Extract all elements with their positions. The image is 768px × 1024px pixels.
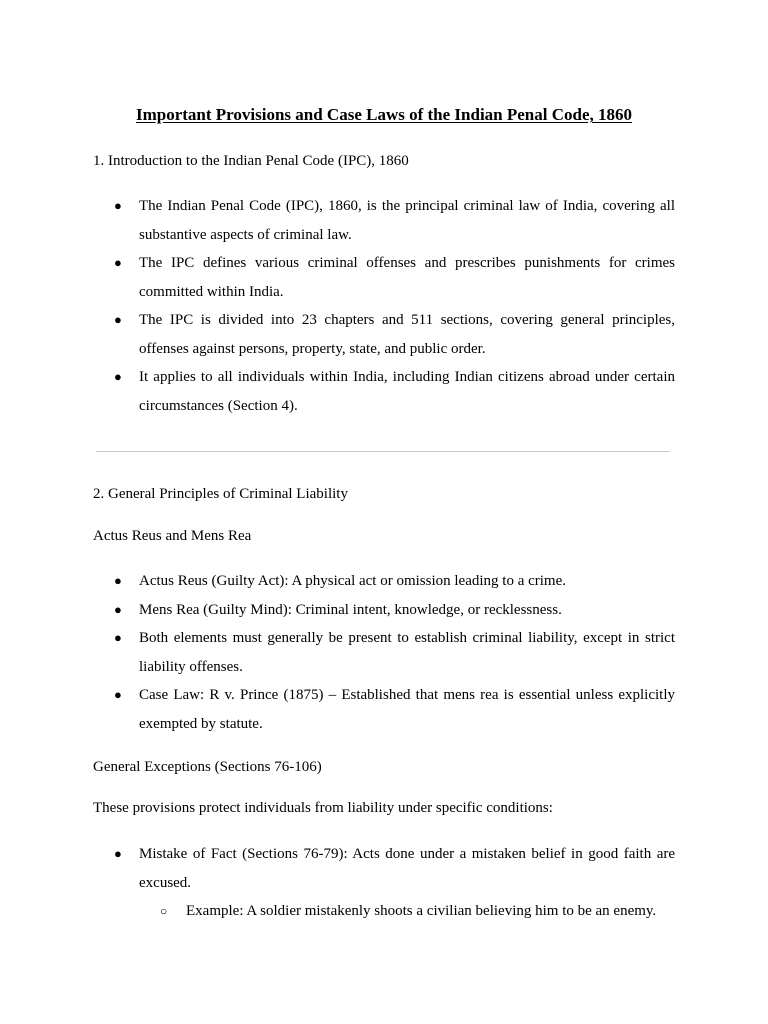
general-exceptions-bullet-list: [93, 840, 675, 897]
bullet-icon: ●: [114, 312, 122, 327]
bullet-icon: ●: [114, 687, 122, 702]
list-item-text: Mens Rea (Guilty Mind): Criminal intent, knowledge, or recklessness.: [139, 601, 562, 618]
horizontal-divider: [96, 451, 670, 452]
subheading-actus-reus: Actus Reus and Mens Rea: [93, 528, 252, 544]
list-item: [139, 897, 675, 926]
document-title: Important Provisions and Case Laws of the Indian Penal Code, 1860: [135, 105, 633, 124]
bullet-icon: ●: [114, 846, 122, 861]
list-item-text: Both elements must generally be present to establish criminal liability, except in strict liability offenses.: [139, 630, 675, 675]
list-item: [93, 192, 675, 249]
bullet-icon: ●: [114, 630, 122, 645]
section-2-heading: 2. General Principles of Criminal Liability: [93, 486, 348, 502]
list-item: [93, 363, 675, 420]
general-exceptions-intro: These provisions protect individuals from liability under specific conditions:: [93, 800, 553, 816]
bullet-icon: ●: [114, 601, 122, 617]
hollow-bullet-icon: ○: [160, 904, 168, 918]
list-item-text: The IPC defines various criminal offenses and prescribes punishments for crimes committed within India.: [139, 255, 675, 300]
list-item-text: Actus Reus (Guilty Act): A physical act or omission leading to a crime.: [139, 573, 567, 589]
list-item-text: Example: A soldier mistakenly shoots a civilian believing him to be an enemy.: [186, 903, 657, 919]
section-1-bullet-list: [93, 192, 675, 420]
mistake-of-fact-sub-list: [139, 897, 675, 926]
list-item: [93, 249, 675, 306]
list-item: [93, 306, 675, 363]
section-1-heading: 1. Introduction to the Indian Penal Code (IPC), 1860: [93, 153, 409, 169]
list-item: [93, 681, 675, 738]
list-item-text: Case Law: R v. Prince (1875) – Established that mens rea is essential unless explicitly exempted by statute.: [139, 687, 675, 732]
bullet-icon: ●: [114, 255, 122, 270]
list-item: [93, 624, 675, 681]
list-item: [93, 596, 675, 625]
bullet-icon: ●: [114, 369, 122, 384]
list-item-text: The IPC is divided into 23 chapters and 511 sections, covering general principles, offenses against persons, property, state, and public order.: [139, 312, 675, 357]
list-item: [93, 840, 675, 897]
list-item-text: It applies to all individuals within India, including Indian citizens abroad under certain circumstances (Section 4).: [139, 369, 675, 414]
list-item-text: Mistake of Fact (Sections 76-79): Acts done under a mistaken belief in good faith are excused.: [139, 846, 675, 891]
bullet-icon: ●: [114, 198, 122, 213]
list-item-text: The Indian Penal Code (IPC), 1860, is the principal criminal law of India, covering all substantive aspects of criminal law.: [139, 198, 675, 243]
list-item: [93, 567, 675, 596]
bullet-icon: ●: [114, 573, 122, 588]
subheading-general-exceptions: General Exceptions (Sections 76-106): [93, 759, 322, 775]
actus-reus-bullet-list: [93, 567, 675, 738]
